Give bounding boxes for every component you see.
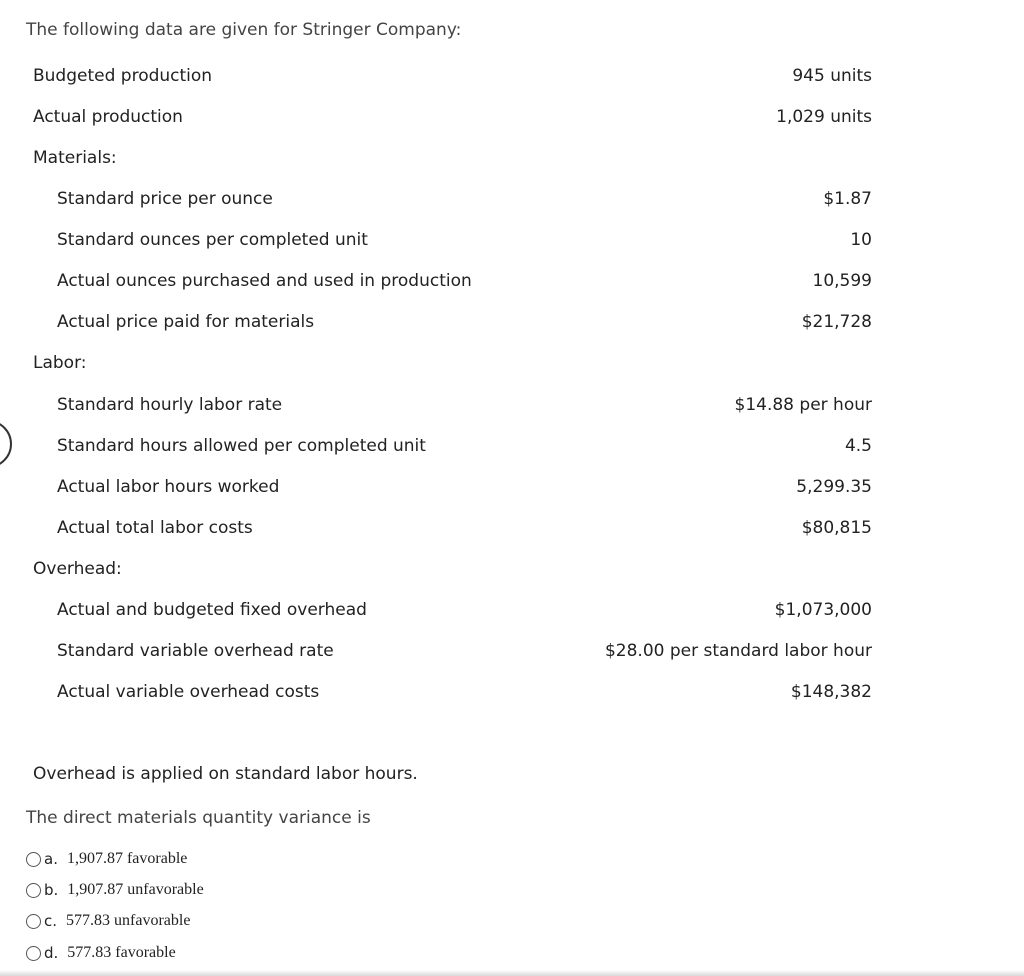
answer-option-a[interactable] xyxy=(26,847,187,871)
row-value: 10 xyxy=(850,230,872,250)
row-value: $148,382 xyxy=(790,682,872,702)
option-text: 577.83 unfavorable xyxy=(66,912,191,929)
row-label: Budgeted production xyxy=(33,66,213,86)
partial-circle-decoration xyxy=(0,420,12,468)
row-label: Actual production xyxy=(33,107,183,127)
option-letter: c. xyxy=(44,912,58,930)
row-value: $80,815 xyxy=(801,518,872,538)
row-value: $1,073,000 xyxy=(774,600,872,620)
answer-option-c[interactable] xyxy=(26,909,190,933)
row-label: Actual price paid for materials xyxy=(57,312,315,332)
radio-button[interactable] xyxy=(26,946,41,961)
bottom-shadow-divider xyxy=(0,970,1024,976)
row-value: $21,728 xyxy=(801,312,872,332)
row-label: Standard ounces per completed unit xyxy=(57,230,368,250)
row-value: $1.87 xyxy=(823,189,872,209)
question-text: The direct materials quantity variance is xyxy=(26,808,371,828)
section-heading-overhead: Overhead: xyxy=(33,559,122,579)
answer-option-b[interactable] xyxy=(26,878,204,902)
option-letter: b. xyxy=(44,881,59,899)
answer-option-d[interactable] xyxy=(26,941,176,965)
row-label: Standard variable overhead rate xyxy=(57,641,334,661)
row-value: 5,299.35 xyxy=(796,477,872,497)
option-text: 1,907.87 favorable xyxy=(66,850,188,867)
row-label: Standard hourly labor rate xyxy=(57,395,283,415)
row-value: 945 units xyxy=(792,66,872,86)
row-value: $28.00 per standard labor hour xyxy=(604,641,872,661)
row-value: 4.5 xyxy=(844,436,872,456)
section-heading-materials: Materials: xyxy=(33,148,117,168)
row-value: 10,599 xyxy=(812,271,872,291)
row-label: Actual total labor costs xyxy=(57,518,253,538)
overhead-note: Overhead is applied on standard labor hours. xyxy=(33,764,418,784)
intro-text: The following data are given for Stringer Company: xyxy=(26,20,462,40)
row-label: Standard price per ounce xyxy=(57,189,273,209)
row-label: Actual ounces purchased and used in production xyxy=(57,271,472,291)
radio-button[interactable] xyxy=(26,883,41,898)
option-letter: a. xyxy=(44,850,58,868)
row-value: 1,029 units xyxy=(776,107,872,127)
option-text: 1,907.87 unfavorable xyxy=(67,881,204,898)
row-label: Standard hours allowed per completed unit xyxy=(57,436,426,456)
row-label: Actual variable overhead costs xyxy=(57,682,320,702)
option-text: 577.83 favorable xyxy=(67,944,176,961)
option-letter: d. xyxy=(44,944,59,962)
row-label: Actual and budgeted fixed overhead xyxy=(57,600,367,620)
radio-button[interactable] xyxy=(26,852,41,867)
row-value: $14.88 per hour xyxy=(734,395,872,415)
radio-button[interactable] xyxy=(26,914,41,929)
row-label: Actual labor hours worked xyxy=(57,477,280,497)
section-heading-labor: Labor: xyxy=(33,353,87,373)
